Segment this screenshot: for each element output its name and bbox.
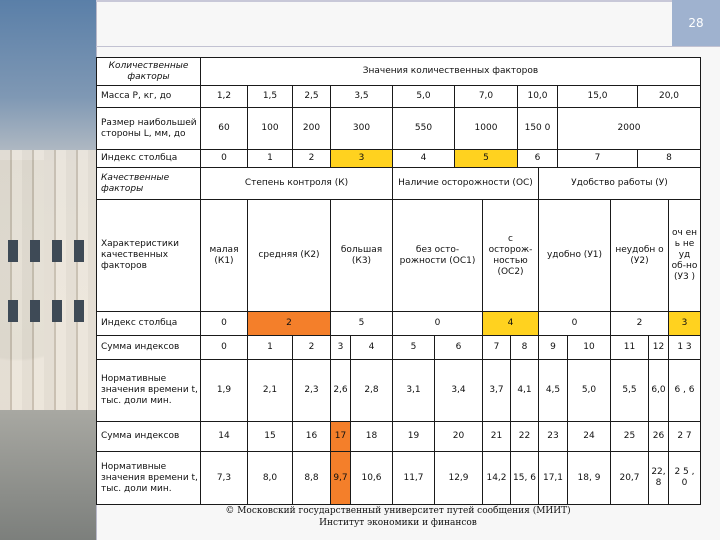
cell: 2000 <box>557 107 701 150</box>
row-label-index-sum: Сумма индексов <box>96 335 201 360</box>
cell: 23 <box>538 421 568 452</box>
convenience-header: Удобство работы (У) <box>538 167 701 200</box>
cell: 1 3 <box>668 335 701 360</box>
cell: 12,9 <box>434 451 483 505</box>
cell-highlight: 2 <box>247 311 331 336</box>
cell: 21 <box>482 421 511 452</box>
cell: 4 <box>392 149 455 168</box>
cell: 550 <box>392 107 455 150</box>
cell: 18, 9 <box>567 451 611 505</box>
quant-factors-header: Количественные факторы <box>96 57 201 86</box>
cell: 300 <box>330 107 393 150</box>
cell: 24 <box>567 421 611 452</box>
cell: 25 <box>610 421 649 452</box>
cell: 17,1 <box>538 451 568 505</box>
cell: 0 <box>200 149 248 168</box>
cell-highlight: 5 <box>454 149 518 168</box>
qual-factors-header: Качественные факторы <box>96 167 201 200</box>
footer <box>96 505 700 529</box>
cell: 11,7 <box>392 451 435 505</box>
cell: 8 <box>637 149 701 168</box>
cell-highlight: 17 <box>330 421 351 452</box>
cell: без осто-рожности (ОС1) <box>392 199 483 312</box>
top-divider <box>96 0 720 2</box>
cell: 5,0 <box>392 85 455 108</box>
control-degree-header: Степень контроля (К) <box>200 167 393 200</box>
row-label-column-index-2: Индекс столбца <box>96 311 201 336</box>
cell: 60 <box>200 107 248 150</box>
cell: 4 <box>350 335 393 360</box>
cell: 20,0 <box>637 85 701 108</box>
caution-header: Наличие осторожности (ОС) <box>392 167 539 200</box>
cell: 1000 <box>454 107 518 150</box>
cell-highlight: 4 <box>482 311 539 336</box>
cell: 0 <box>200 311 248 336</box>
cell: малая (К1) <box>200 199 248 312</box>
cell: 15,0 <box>557 85 638 108</box>
cell-highlight: 9,7 <box>330 451 351 505</box>
cell: 1 <box>247 335 293 360</box>
cell: 4,1 <box>510 359 539 422</box>
cell: 10,6 <box>350 451 393 505</box>
time-norms-table <box>96 57 700 504</box>
cell: 2 5 , 0 <box>668 451 701 505</box>
cell: 5,5 <box>610 359 649 422</box>
cell: 2,1 <box>247 359 293 422</box>
cell: 2,6 <box>330 359 351 422</box>
cell: удобно (У1) <box>538 199 611 312</box>
cell: 3,1 <box>392 359 435 422</box>
cell: 8,8 <box>292 451 331 505</box>
cell: 200 <box>292 107 331 150</box>
cell: 3,5 <box>330 85 393 108</box>
cell: 14,2 <box>482 451 511 505</box>
cell: 11 <box>610 335 649 360</box>
cell: 0 <box>200 335 248 360</box>
cell: 1,2 <box>200 85 248 108</box>
cell: 5,0 <box>567 359 611 422</box>
page-number: 28 <box>672 0 720 46</box>
cell: 2 <box>292 335 331 360</box>
cell: 2,3 <box>292 359 331 422</box>
cell: 6,0 <box>648 359 669 422</box>
cell: 8 <box>510 335 539 360</box>
cell: неудобн о (У2) <box>610 199 669 312</box>
cell: 2 7 <box>668 421 701 452</box>
cell: 0 <box>392 311 483 336</box>
cell-highlight: 3 <box>330 149 393 168</box>
cell: 9 <box>538 335 568 360</box>
cell: 20 <box>434 421 483 452</box>
cell: с осторож-ностью (ОС2) <box>482 199 539 312</box>
cell: 1,9 <box>200 359 248 422</box>
cell-highlight: 3 <box>668 311 701 336</box>
row-label-mass: Масса Р, кг, до <box>96 85 201 108</box>
cell: 16 <box>292 421 331 452</box>
cell: 15 <box>247 421 293 452</box>
cell: 14 <box>200 421 248 452</box>
cell: 18 <box>350 421 393 452</box>
cell: 10 <box>567 335 611 360</box>
cell: 2 <box>610 311 669 336</box>
cell: 26 <box>648 421 669 452</box>
cell: 1,5 <box>247 85 293 108</box>
cell: 15, 6 <box>510 451 539 505</box>
cell: 4,5 <box>538 359 568 422</box>
cell: 3,7 <box>482 359 511 422</box>
row-label-column-index: Индекс столбца <box>96 149 201 168</box>
cell: 12 <box>648 335 669 360</box>
footer-university: © Московский государственный университет путей сообщения (МИИТ) <box>225 506 571 516</box>
cell: 6 , 6 <box>668 359 701 422</box>
cell: 22 <box>510 421 539 452</box>
header-divider <box>96 46 720 47</box>
cell: 150 0 <box>517 107 558 150</box>
cell: 22, 8 <box>648 451 669 505</box>
cell: 7 <box>557 149 638 168</box>
cell: 6 <box>434 335 483 360</box>
cell: 8,0 <box>247 451 293 505</box>
cell: средняя (К2) <box>247 199 331 312</box>
quant-values-header: Значения количественных факторов <box>200 57 701 86</box>
cell: 2 <box>292 149 331 168</box>
cell: 7,3 <box>200 451 248 505</box>
cell: 7,0 <box>454 85 518 108</box>
cell: 5 <box>392 335 435 360</box>
cell: 19 <box>392 421 435 452</box>
cell: большая (К3) <box>330 199 393 312</box>
cell: 100 <box>247 107 293 150</box>
row-label-norm-time-2: Нормативные значения времени t, тыс. доли мин. <box>96 451 201 505</box>
building-photo <box>0 0 96 540</box>
cell: 1 <box>247 149 293 168</box>
cell: 2,5 <box>292 85 331 108</box>
cell: 2,8 <box>350 359 393 422</box>
row-label-norm-time: Нормативные значения времени t, тыс. доли мин. <box>96 359 201 422</box>
row-label-size: Размер наибольшей стороны L, мм, до <box>96 107 201 150</box>
cell: 0 <box>538 311 611 336</box>
cell: 10,0 <box>517 85 558 108</box>
cell: 3,4 <box>434 359 483 422</box>
row-label-index-sum-2: Сумма индексов <box>96 421 201 452</box>
cell: 7 <box>482 335 511 360</box>
cell: 3 <box>330 335 351 360</box>
cell: оч ен ь не уд об-но (У3 ) <box>668 199 701 312</box>
row-label-characteristics: Характеристики качественных факторов <box>96 199 201 312</box>
footer-institute: Институт экономики и финансов <box>319 518 477 528</box>
cell: 5 <box>330 311 393 336</box>
cell: 6 <box>517 149 558 168</box>
cell: 20,7 <box>610 451 649 505</box>
